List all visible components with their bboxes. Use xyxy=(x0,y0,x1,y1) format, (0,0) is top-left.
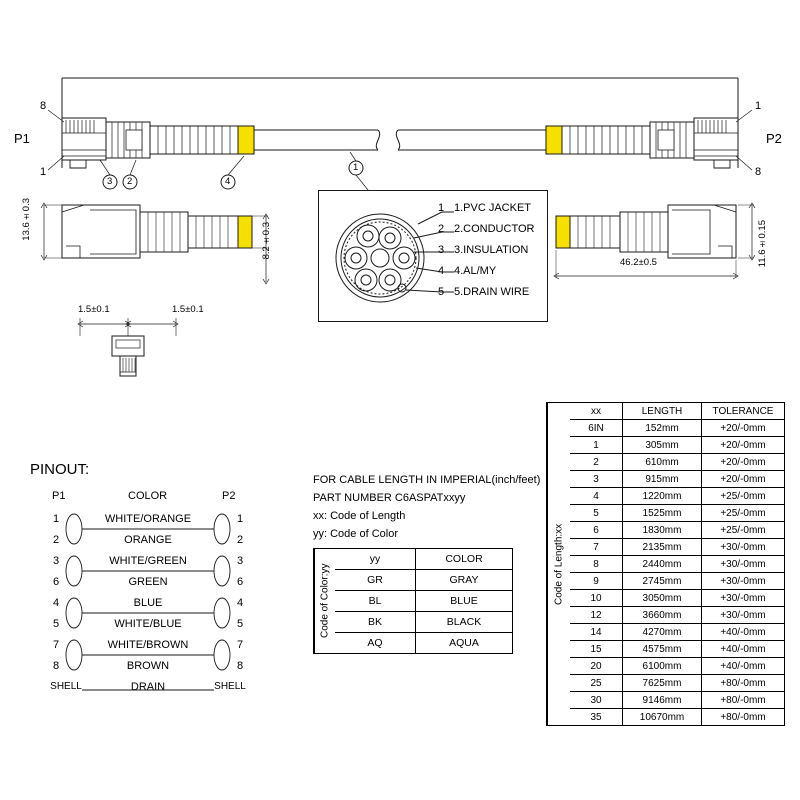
table-row xyxy=(335,591,512,612)
length-tolerance: +30/-0mm xyxy=(702,607,785,624)
length-tolerance: +40/-0mm xyxy=(702,641,785,658)
pinout-p1: 6 xyxy=(52,575,60,588)
table-row xyxy=(570,624,784,641)
length-tolerance: +20/-0mm xyxy=(702,454,785,471)
color-name: AQUA xyxy=(416,633,513,654)
length-value: 4270mm xyxy=(623,624,702,641)
color-code: BL xyxy=(335,591,416,612)
length-tolerance: +80/-0mm xyxy=(702,692,785,709)
pinout-p2: 1 xyxy=(236,512,244,525)
pinout-p1: SHELL xyxy=(50,681,82,692)
pinout-p1: 2 xyxy=(52,533,60,546)
table-row xyxy=(570,692,784,709)
pinout-header-color: COLOR xyxy=(128,490,168,502)
legend-label-3: 3.INSULATION xyxy=(454,244,529,257)
length-value: 2745mm xyxy=(623,573,702,590)
length-tolerance: +30/-0mm xyxy=(702,590,785,607)
length-value: 6100mm xyxy=(623,658,702,675)
pin-label-left-bottom: 1 xyxy=(40,166,47,178)
pinout-p2: 8 xyxy=(236,659,244,672)
table-row xyxy=(570,556,784,573)
pinout-p1: 7 xyxy=(52,638,60,651)
dimension-left-height: 13.6±0.3 xyxy=(21,198,32,241)
pinout-pair-graphics xyxy=(48,508,248,704)
notes-block xyxy=(313,474,540,540)
legend-item-4 xyxy=(438,265,542,277)
length-tolerance: +80/-0mm xyxy=(702,675,785,692)
length-value: 10670mm xyxy=(623,709,702,726)
table-row xyxy=(570,505,784,522)
color-name: BLUE xyxy=(416,591,513,612)
length-tolerance: +30/-0mm xyxy=(702,573,785,590)
length-code: 20 xyxy=(570,658,623,675)
pinout-color: WHITE/ORANGE xyxy=(104,512,192,525)
table-row xyxy=(570,488,784,505)
length-code-side-label: Code of Length:xx xyxy=(547,403,570,725)
callout-2: 2 xyxy=(127,176,133,187)
length-value: 2135mm xyxy=(623,539,702,556)
pinout-p1: 3 xyxy=(52,554,60,567)
pinout-p1: 5 xyxy=(52,617,60,630)
length-value: 1220mm xyxy=(623,488,702,505)
legend-num-1: 1 xyxy=(438,202,445,214)
table-row xyxy=(570,437,784,454)
length-tolerance: +40/-0mm xyxy=(702,658,785,675)
pinout-header-p1: P1 xyxy=(52,490,66,502)
legend-item-3 xyxy=(438,244,542,256)
color-code-side-label: Code of Color:yy xyxy=(314,549,335,653)
note-line-4: yy: Code of Color xyxy=(313,528,398,541)
note-line-1: FOR CABLE LENGTH IN IMPERIAL(inch/feet) xyxy=(313,474,541,486)
length-code: 3 xyxy=(570,471,623,488)
pinout-p1: 1 xyxy=(52,512,60,525)
pinout-color: WHITE/BROWN xyxy=(107,638,189,651)
length-code-table-wrap xyxy=(546,402,785,726)
color-code: BK xyxy=(335,612,416,633)
table-row xyxy=(570,658,784,675)
length-tolerance: +25/-0mm xyxy=(702,505,785,522)
table-row xyxy=(570,471,784,488)
legend-num-2: 2 xyxy=(438,223,445,236)
pinout-p2: 7 xyxy=(236,638,244,651)
table-header-row xyxy=(335,549,512,570)
pinout-p2: 3 xyxy=(236,554,244,567)
pin-label-right-top: 1 xyxy=(755,100,762,112)
connector-p2-label: P2 xyxy=(766,131,782,146)
length-value: 305mm xyxy=(623,437,702,454)
table-row xyxy=(570,573,784,590)
pinout-p2: 4 xyxy=(236,596,244,609)
pinout-title: PINOUT: xyxy=(30,461,90,478)
length-value: 3050mm xyxy=(623,590,702,607)
length-value: 915mm xyxy=(623,471,702,488)
length-value: 152mm xyxy=(623,420,702,437)
length-code: 8 xyxy=(570,556,623,573)
color-header-yy: yy xyxy=(335,549,416,570)
length-tolerance: +20/-0mm xyxy=(702,420,785,437)
length-value: 2440mm xyxy=(623,556,702,573)
length-tolerance: +30/-0mm xyxy=(702,556,785,573)
length-tolerance: +40/-0mm xyxy=(702,624,785,641)
callout-4: 4 xyxy=(225,176,231,187)
color-header-color: COLOR xyxy=(416,549,513,570)
legend-label-5: 5.DRAIN WIRE xyxy=(454,286,530,299)
color-code: GR xyxy=(335,570,416,591)
legend-label-2: 2.CONDUCTOR xyxy=(454,223,535,236)
table-row xyxy=(335,633,512,654)
connector-p1-label: P1 xyxy=(14,131,30,146)
pinout-color: WHITE/BLUE xyxy=(114,617,182,630)
length-value: 610mm xyxy=(623,454,702,471)
pinout-color: WHITE/GREEN xyxy=(109,554,187,567)
legend-label-1: 1.PVC JACKET xyxy=(454,202,532,214)
length-code: 4 xyxy=(570,488,623,505)
length-code: 5 xyxy=(570,505,623,522)
callout-1: 1 xyxy=(353,162,359,173)
length-value: 1830mm xyxy=(623,522,702,539)
color-code: AQ xyxy=(335,633,416,654)
dimension-left-boot-height: 8.2±0.3 xyxy=(261,222,272,260)
length-header-length: LENGTH xyxy=(623,403,702,420)
pin-label-right-bottom: 8 xyxy=(755,166,762,178)
table-row xyxy=(570,522,784,539)
table-row xyxy=(570,454,784,471)
length-code: 15 xyxy=(570,641,623,658)
table-row xyxy=(335,612,512,633)
note-line-2: PART NUMBER C6ASPATxxyy xyxy=(313,492,466,505)
pinout-color: GREEN xyxy=(128,575,168,588)
length-code: 6IN xyxy=(570,420,623,437)
dimension-right-length: 46.2±0.5 xyxy=(620,257,657,268)
length-tolerance: +25/-0mm xyxy=(702,488,785,505)
length-code: 35 xyxy=(570,709,623,726)
table-row xyxy=(570,420,784,437)
cross-section-legend xyxy=(438,202,542,298)
length-value: 9146mm xyxy=(623,692,702,709)
length-tolerance: +30/-0mm xyxy=(702,539,785,556)
legend-num-3: 3 xyxy=(438,244,445,257)
length-header-tolerance: TOLERANCE xyxy=(702,403,785,420)
pinout-p2: 2 xyxy=(236,533,244,546)
color-name: GRAY xyxy=(416,570,513,591)
pinout-p2: SHELL xyxy=(214,681,246,692)
table-row xyxy=(570,709,784,726)
length-tolerance: +80/-0mm xyxy=(702,709,785,726)
length-value: 7625mm xyxy=(623,675,702,692)
length-code: 2 xyxy=(570,454,623,471)
table-row xyxy=(570,539,784,556)
length-code-table xyxy=(570,403,784,725)
table-header-row xyxy=(570,403,784,420)
callout-3: 3 xyxy=(107,176,113,187)
table-row xyxy=(335,570,512,591)
table-row xyxy=(570,641,784,658)
length-code: 1 xyxy=(570,437,623,454)
legend-label-4: 4.AL/MY xyxy=(454,265,497,278)
length-header-xx: xx xyxy=(570,403,623,420)
length-code: 14 xyxy=(570,624,623,641)
length-code: 25 xyxy=(570,675,623,692)
length-code: 7 xyxy=(570,539,623,556)
length-code: 10 xyxy=(570,590,623,607)
legend-num-5: 5 xyxy=(438,286,445,299)
length-code: 12 xyxy=(570,607,623,624)
pinout-color: ORANGE xyxy=(124,533,172,546)
color-code-table-wrap xyxy=(313,548,513,654)
pinout-p2: 6 xyxy=(236,575,244,588)
dimension-right-height: 11.6±0.15 xyxy=(757,220,768,268)
color-name: BLACK xyxy=(416,612,513,633)
table-row xyxy=(570,675,784,692)
length-tolerance: +20/-0mm xyxy=(702,437,785,454)
pinout-color: DRAIN xyxy=(130,680,166,693)
pinout-p2: 5 xyxy=(236,617,244,630)
pinout-p1: 8 xyxy=(52,659,60,672)
dimension-front-right: 1.5±0.1 xyxy=(172,304,204,315)
pinout-header-p2: P2 xyxy=(222,490,236,502)
length-tolerance: +20/-0mm xyxy=(702,471,785,488)
length-code: 6 xyxy=(570,522,623,539)
length-value: 1525mm xyxy=(623,505,702,522)
pinout-color: BROWN xyxy=(126,659,170,672)
color-code-table xyxy=(335,549,512,653)
length-code: 9 xyxy=(570,573,623,590)
table-row xyxy=(570,590,784,607)
legend-num-4: 4 xyxy=(438,265,445,278)
legend-item-1 xyxy=(438,202,542,214)
length-code: 30 xyxy=(570,692,623,709)
legend-item-5 xyxy=(438,286,542,298)
pinout-p1: 4 xyxy=(52,596,60,609)
pin-label-left-top: 8 xyxy=(40,100,47,112)
dimension-front-left: 1.5±0.1 xyxy=(78,304,110,315)
length-value: 4575mm xyxy=(623,641,702,658)
pinout-color: BLUE xyxy=(133,596,163,609)
length-tolerance: +25/-0mm xyxy=(702,522,785,539)
table-row xyxy=(570,607,784,624)
legend-item-2 xyxy=(438,223,542,235)
length-value: 3660mm xyxy=(623,607,702,624)
note-line-3: xx: Code of Length xyxy=(313,510,406,523)
